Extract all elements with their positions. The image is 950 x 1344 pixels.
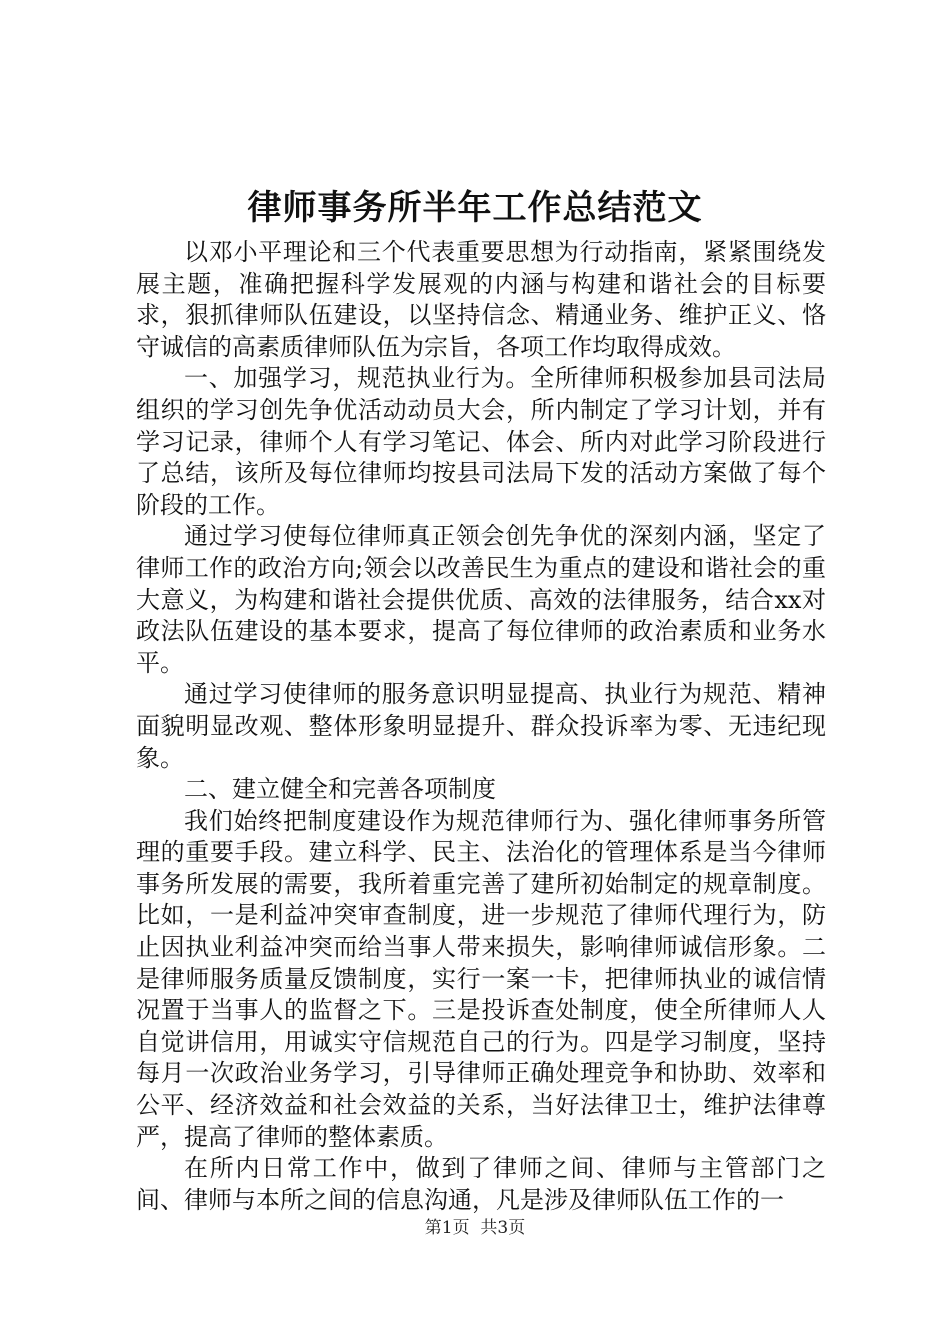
page-footer xyxy=(0,1216,950,1240)
paragraph-daily-work: 在所内日常工作中，做到了律师之间、律师与主管部门之间、律师与本所之间的信息沟通，凡是涉及律师队伍工作的一 xyxy=(136,1154,826,1214)
paragraph-intro: 以邓小平理论和三个代表重要思想为行动指南，紧紧围绕发展主题，准确把握科学发展观的内涵与构建和谐社会的目标要求，狠抓律师队伍建设，以坚持信念、精通业务、维护正义、恪守诚信的高素质律师队伍为宗旨，各项工作均取得成效。 xyxy=(136,238,826,361)
page-total: 共3页 xyxy=(480,1218,526,1238)
paragraph-section-1: 一、加强学习，规范执业行为。全所律师积极参加县司法局组织的学习创先争优活动动员大会，所内制定了学习计划，并有学习记录，律师个人有学习笔记、体会、所内对此学习阶段进行了总结，该所及每位律师均按县司法局下发的活动方案做了每个阶段的工作。 xyxy=(136,364,826,519)
section-heading-2: 二、建立健全和完善各项制度 xyxy=(184,775,496,804)
paragraph-service-awareness: 通过学习使律师的服务意识明显提高、执业行为规范、精神面貌明显改观、整体形象明显提升、群众投诉率为零、无违纪现象。 xyxy=(136,680,826,772)
document-title: 律师事务所半年工作总结范文 xyxy=(247,188,703,228)
document-body xyxy=(136,237,826,1216)
paragraph-study-effect: 通过学习使每位律师真正领会创先争优的深刻内涵，坚定了律师工作的政治方向;领会以改善民生为重点的建设和谐社会的重大意义，为构建和谐社会提供优质、高效的法律服务，结合xx对政法队伍建设的基本要求，提高了每位律师的政治素质和业务水平。 xyxy=(136,522,826,677)
page-number: 第1页 xyxy=(424,1218,470,1238)
paragraph-system-building: 我们始终把制度建设作为规范律师行为、强化律师事务所管理的重要手段。建立科学、民主、法治化的管理体系是当今律师事务所发展的需要，我所着重完善了建所初始制定的规章制度。比如，一是利益冲突审查制度，进一步规范了律师代理行为，防止因执业利益冲突而给当事人带来损失，影响律师诚信形象。二是律师服务质量反馈制度，实行一案一卡，把律师执业的诚信情况置于当事人的监督之下。三是投诉查处制度，使全所律师人人自觉讲信用，用诚实守信规范自己的行为。四是学习制度，坚持每月一次政治业务学习，引导律师正确处理竞争和协助、效率和公平、经济效益和社会效益的关系，当好法律卫士，维护法律尊严，提高了律师的整体素质。 xyxy=(136,806,826,1151)
